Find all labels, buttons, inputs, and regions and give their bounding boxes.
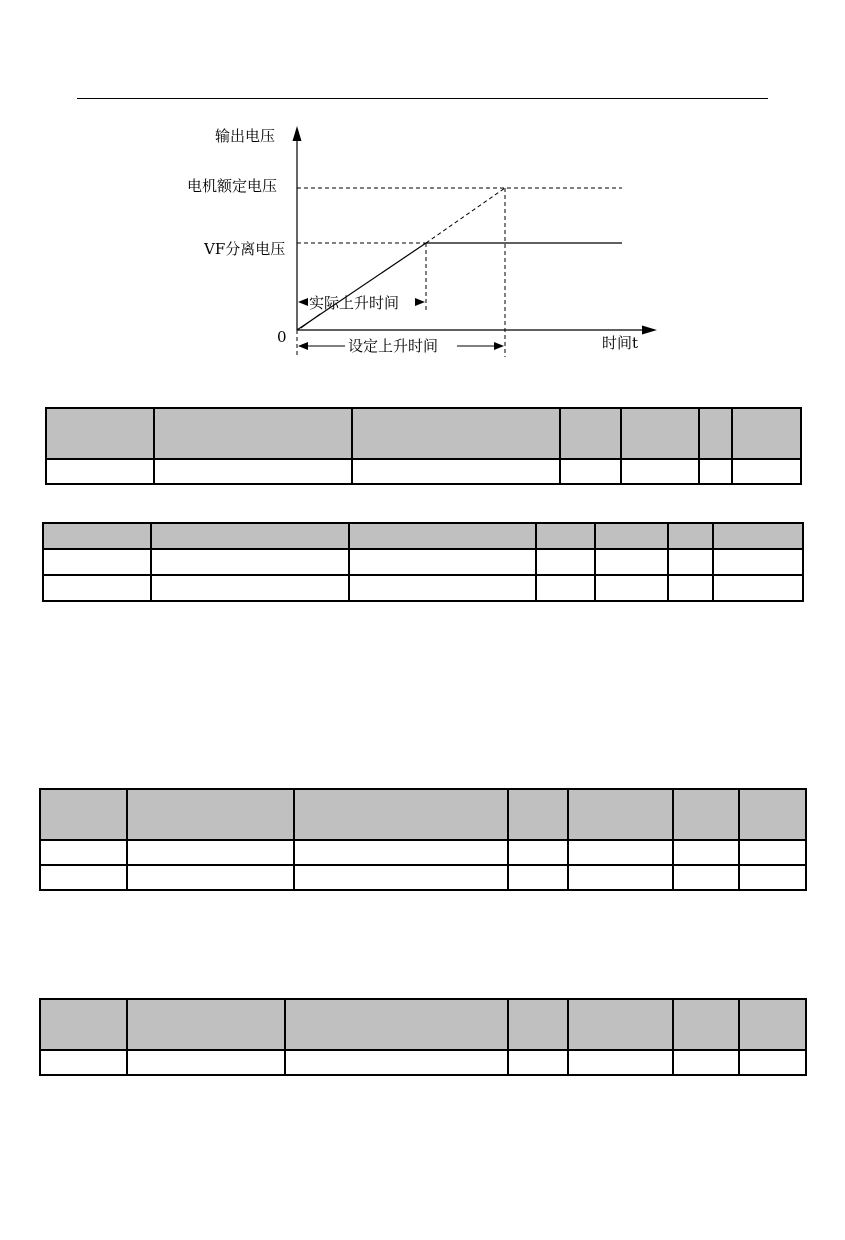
table-cell (508, 865, 568, 890)
table-cell (349, 575, 536, 601)
table-header-row (40, 999, 806, 1050)
table-cell (536, 549, 595, 575)
table-cell (40, 840, 127, 865)
table-cell (568, 840, 673, 865)
set-time-arrow-left (298, 342, 308, 350)
table-cell (536, 575, 595, 601)
header-cell (568, 999, 673, 1050)
table-cell (151, 549, 349, 575)
x-axis-arrow (642, 326, 657, 335)
header-cell (621, 408, 699, 459)
table-row (40, 1050, 806, 1075)
table-cell (508, 1050, 568, 1075)
header-cell (560, 408, 621, 459)
header-cell (673, 789, 739, 840)
table-cell (739, 840, 806, 865)
table-cell (673, 840, 739, 865)
header-cell (349, 523, 536, 549)
table-cell (595, 549, 668, 575)
table-header-row (43, 523, 803, 549)
table-cell (43, 575, 151, 601)
header-cell (285, 999, 508, 1050)
table-cell (127, 840, 294, 865)
table-cell (285, 1050, 508, 1075)
parameter-table-4 (39, 998, 807, 1076)
header-cell (294, 789, 508, 840)
table-cell (46, 459, 154, 484)
header-cell (43, 523, 151, 549)
header-cell (127, 999, 285, 1050)
header-cell (127, 789, 294, 840)
header-cell (352, 408, 560, 459)
table-cell (732, 459, 801, 484)
set-ramp-line (426, 188, 505, 243)
table-cell (673, 1050, 739, 1075)
table-cell (739, 1050, 806, 1075)
table-cell (352, 459, 560, 484)
table-row (43, 575, 803, 601)
table-cell (127, 865, 294, 890)
table-cell (508, 840, 568, 865)
table-cell (713, 575, 803, 601)
table-cell (568, 1050, 673, 1075)
actual-time-arrow-left (298, 298, 308, 306)
actual-time-leader (301, 314, 320, 328)
table-row (46, 459, 801, 484)
actual-rise-time-label: 实际上升时间 (309, 294, 400, 312)
header-cell (508, 789, 568, 840)
header-cell (699, 408, 732, 459)
header-cell (713, 523, 803, 549)
header-cell (668, 523, 713, 549)
set-time-arrow-right (494, 342, 504, 350)
table-cell (699, 459, 732, 484)
header-cell (739, 789, 806, 840)
table-header-row (40, 789, 806, 840)
header-cell (508, 999, 568, 1050)
table-row (43, 549, 803, 575)
table-cell (739, 865, 806, 890)
y-axis-arrow (293, 126, 302, 141)
table-cell (151, 575, 349, 601)
motor-rated-voltage-label: 电机额定电压 (187, 177, 278, 195)
header-cell (151, 523, 349, 549)
table-cell (560, 459, 621, 484)
header-cell (40, 789, 127, 840)
table-header-row (46, 408, 801, 459)
parameter-table-1 (45, 407, 802, 485)
table-cell (668, 575, 713, 601)
vf-separation-rise-diagram (0, 0, 845, 380)
table-cell (595, 575, 668, 601)
header-cell (673, 999, 739, 1050)
x-axis-label: 时间t (602, 334, 639, 352)
table-cell (673, 865, 739, 890)
table-cell (294, 865, 508, 890)
header-cell (536, 523, 595, 549)
header-cell (568, 789, 673, 840)
parameter-table-3 (39, 788, 807, 891)
header-cell (154, 408, 352, 459)
header-cell (595, 523, 668, 549)
header-cell (739, 999, 806, 1050)
table-cell (568, 865, 673, 890)
table-cell (621, 459, 699, 484)
y-axis-label: 输出电压 (215, 127, 276, 145)
table-cell (294, 840, 508, 865)
table-row (40, 840, 806, 865)
actual-time-arrow-right (415, 298, 425, 306)
set-rise-time-label: 设定上升时间 (348, 337, 439, 355)
table-cell (349, 549, 536, 575)
table-cell (43, 549, 151, 575)
header-cell (732, 408, 801, 459)
table-cell (713, 549, 803, 575)
vf-separation-voltage-label: VF分离电压 (204, 240, 286, 258)
header-cell (46, 408, 154, 459)
header-cell (40, 999, 127, 1050)
table-row (40, 865, 806, 890)
table-cell (40, 1050, 127, 1075)
table-cell (40, 865, 127, 890)
parameter-table-2 (42, 522, 804, 602)
table-cell (668, 549, 713, 575)
table-cell (127, 1050, 285, 1075)
origin-label: 0 (277, 328, 287, 346)
table-cell (154, 459, 352, 484)
